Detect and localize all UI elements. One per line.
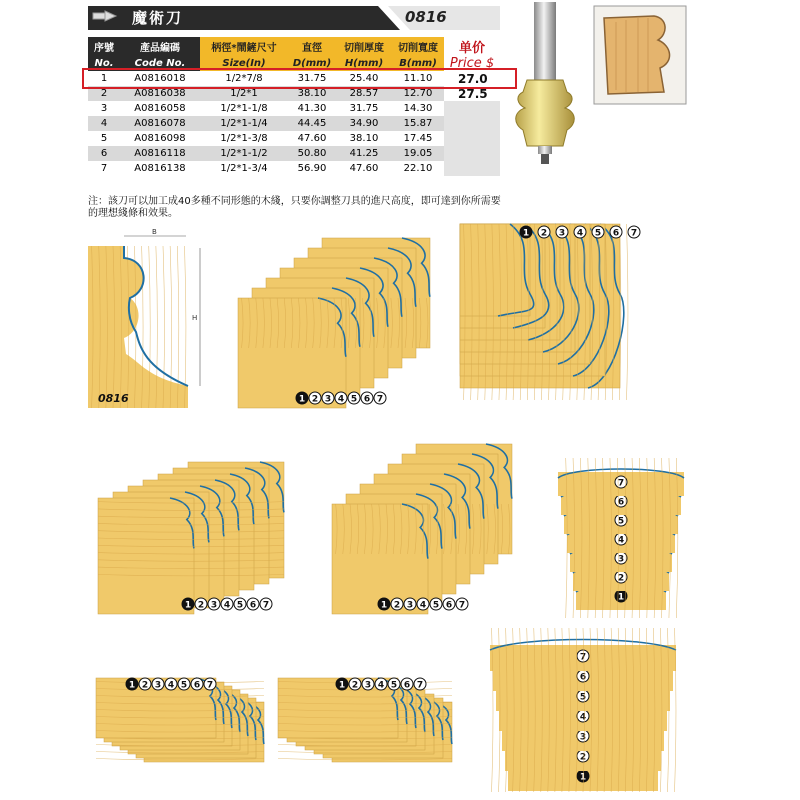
step-number-1: 1: [617, 592, 625, 603]
cell-size: 1/2*1-1/8: [200, 101, 288, 116]
step-number-2: 2: [540, 228, 548, 239]
step-number-7: 7: [579, 652, 587, 663]
cell-price: [444, 146, 500, 161]
step-number-2: 2: [351, 680, 359, 691]
step-number-4: 4: [579, 712, 587, 723]
step-number-6: 6: [193, 680, 201, 691]
cell-code: A0816038: [120, 86, 200, 101]
cell-h: 31.75: [336, 101, 392, 116]
step-number-4: 4: [576, 228, 584, 239]
step-number-2: 2: [617, 573, 625, 584]
table-row: [88, 131, 500, 146]
cell-h: 34.90: [336, 116, 392, 131]
step-number-1: 1: [338, 680, 346, 691]
cell-d: 41.30: [288, 101, 336, 116]
cell-h: 25.40: [336, 71, 392, 86]
cell-no: 2: [88, 86, 120, 101]
step-number-1: 1: [380, 600, 388, 611]
step-number-3: 3: [558, 228, 566, 239]
table-row: [88, 146, 500, 161]
step-number-6: 6: [617, 497, 625, 508]
cell-b: 12.70: [392, 86, 444, 101]
header-no-en: No.: [88, 56, 120, 71]
step-number-7: 7: [416, 680, 424, 691]
step-number-5: 5: [350, 394, 358, 405]
profile-diagram-step-stack-4: [330, 428, 548, 618]
header-code-en: Code No.: [120, 56, 200, 71]
step-number-1: 1: [184, 600, 192, 611]
cell-d: 50.80: [288, 146, 336, 161]
step-number-5: 5: [180, 680, 188, 691]
cell-d: 56.90: [288, 161, 336, 176]
step-number-5: 5: [236, 600, 244, 611]
step-number-2: 2: [579, 752, 587, 763]
cell-no: 1: [88, 71, 120, 86]
step-number-5: 5: [594, 228, 602, 239]
cell-code: A0816078: [120, 116, 200, 131]
cell-code: A0816118: [120, 146, 200, 161]
cell-size: 1/2*1-1/2: [200, 146, 288, 161]
cell-price: [444, 101, 500, 116]
header-h-cn: 切削厚度: [336, 37, 392, 56]
step-number-4: 4: [223, 600, 231, 611]
table-row: [88, 101, 500, 116]
step-number-6: 6: [249, 600, 257, 611]
profile-diagram-step-stack-1: [234, 222, 446, 412]
step-number-7: 7: [376, 394, 384, 405]
step-number-7: 7: [458, 600, 466, 611]
cell-b: 14.30: [392, 101, 444, 116]
dim-label-b: B: [152, 228, 157, 236]
cell-h: 38.10: [336, 131, 392, 146]
cell-no: 5: [88, 131, 120, 146]
header-d-cn: 直徑: [288, 37, 336, 56]
step-number-2: 2: [311, 394, 319, 405]
step-number-3: 3: [324, 394, 332, 405]
step-number-7: 7: [617, 478, 625, 489]
cell-size: 1/2*1-3/8: [200, 131, 288, 146]
header-price-cn: 单价: [444, 37, 500, 56]
profile-diagram-step-stack-5: [94, 670, 274, 790]
profile-diagram-step-stack-2: [458, 222, 690, 406]
cell-d: 44.45: [288, 116, 336, 131]
cell-d: 47.60: [288, 131, 336, 146]
cell-size: 1/2*7/8: [200, 71, 288, 86]
step-number-3: 3: [579, 732, 587, 743]
cell-no: 6: [88, 146, 120, 161]
step-number-3: 3: [210, 600, 218, 611]
cell-price: [444, 161, 500, 176]
step-number-4: 4: [377, 680, 385, 691]
table-header-cn: [88, 37, 500, 56]
cell-b: 11.10: [392, 71, 444, 86]
header-b-cn: 切削寬度: [392, 37, 444, 56]
step-number-6: 6: [363, 394, 371, 405]
header-size-cn: 柄徑*鬧鏟尺寸: [200, 37, 288, 56]
step-number-5: 5: [390, 680, 398, 691]
header-product-code: 0816: [405, 8, 447, 26]
step-number-5: 5: [617, 516, 625, 527]
header-size-en: Size(In): [200, 56, 288, 71]
router-bit-icon: [92, 9, 118, 23]
cell-price: [444, 116, 500, 131]
step-number-2: 2: [141, 680, 149, 691]
cell-size: 1/2*1: [200, 86, 288, 101]
cell-code: A0816138: [120, 161, 200, 176]
cell-size: 1/2*1-3/4: [200, 161, 288, 176]
step-number-4: 4: [167, 680, 175, 691]
step-number-7: 7: [206, 680, 214, 691]
step-number-7: 7: [262, 600, 270, 611]
cell-size: 1/2*1-1/4: [200, 116, 288, 131]
step-number-6: 6: [612, 228, 620, 239]
dim-product-code: 0816: [98, 392, 129, 405]
header-d-en: D(mm): [288, 56, 336, 71]
profile-diagram-step-stack-3: [96, 450, 324, 618]
cell-b: 19.05: [392, 146, 444, 161]
table-row: [88, 116, 500, 131]
profile-diagram-vertical-stack-2: [478, 628, 688, 792]
step-number-2: 2: [393, 600, 401, 611]
step-number-1: 1: [128, 680, 136, 691]
step-number-1: 1: [522, 228, 530, 239]
step-number-1: 1: [579, 772, 587, 783]
spec-table: [88, 37, 500, 176]
cell-h: 41.25: [336, 146, 392, 161]
step-number-6: 6: [445, 600, 453, 611]
step-number-3: 3: [617, 554, 625, 565]
step-number-3: 3: [154, 680, 162, 691]
step-number-5: 5: [432, 600, 440, 611]
cell-no: 7: [88, 161, 120, 176]
header-no-cn: 序號: [88, 37, 120, 56]
step-number-4: 4: [419, 600, 427, 611]
cell-b: 22.10: [392, 161, 444, 176]
cell-h: 47.60: [336, 161, 392, 176]
header-b-en: B(mm): [392, 56, 444, 71]
note-text: 注：該刀可以加工成40多種不同形態的木綫，只要你調整刀具的進尺高度，即可達到你所需要的理想綫條和效果。: [88, 196, 501, 219]
step-number-4: 4: [617, 535, 625, 546]
step-number-1: 1: [298, 394, 306, 405]
dimension-diagram: [88, 228, 198, 408]
step-number-3: 3: [364, 680, 372, 691]
cell-b: 17.45: [392, 131, 444, 146]
cell-price: 27.0: [444, 71, 500, 86]
header-price-en: Price $: [444, 56, 500, 71]
cell-no: 3: [88, 101, 120, 116]
header-title: 魔術刀: [132, 9, 184, 27]
step-number-7: 7: [630, 228, 638, 239]
cell-no: 4: [88, 116, 120, 131]
table-row: [88, 161, 500, 176]
cell-d: 38.10: [288, 86, 336, 101]
step-number-4: 4: [337, 394, 345, 405]
profile-diagram-vertical-stack-1: [552, 458, 690, 618]
cell-price: [444, 131, 500, 146]
profile-diagram-step-stack-6: [276, 670, 472, 790]
cell-price: 27.5: [444, 86, 500, 101]
cell-code: A0816098: [120, 131, 200, 146]
wood-profile-photo: [594, 6, 686, 104]
cell-code: A0816058: [120, 101, 200, 116]
highlight-box-row-1: [82, 68, 517, 89]
step-number-6: 6: [579, 672, 587, 683]
step-number-6: 6: [403, 680, 411, 691]
header-code-cn: 產品編碼: [120, 37, 200, 56]
cell-code: A0816018: [120, 71, 200, 86]
step-number-2: 2: [197, 600, 205, 611]
header-h-en: H(mm): [336, 56, 392, 71]
step-number-5: 5: [579, 692, 587, 703]
step-number-3: 3: [406, 600, 414, 611]
cell-h: 28.57: [336, 86, 392, 101]
cell-d: 31.75: [288, 71, 336, 86]
cell-b: 15.87: [392, 116, 444, 131]
dim-label-h: H: [192, 314, 198, 322]
router-bit-photo: [505, 0, 585, 170]
